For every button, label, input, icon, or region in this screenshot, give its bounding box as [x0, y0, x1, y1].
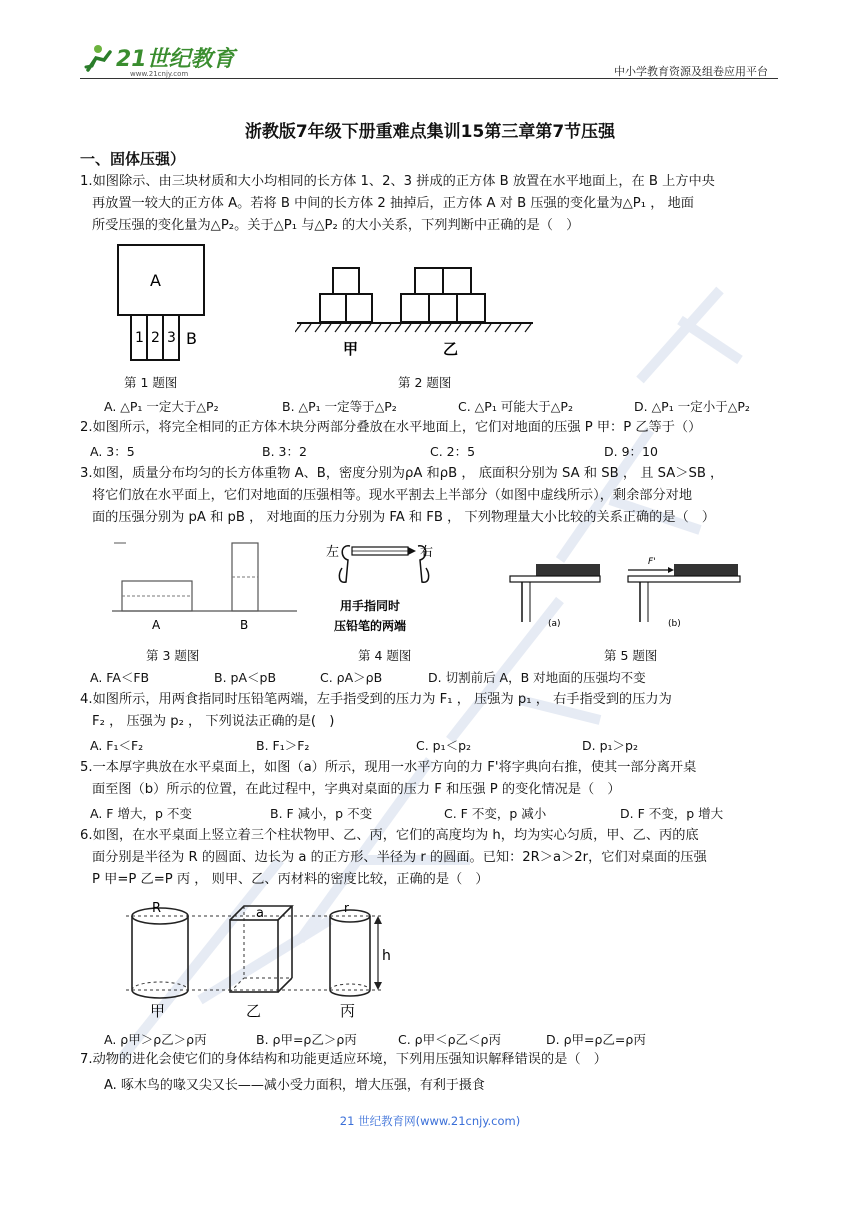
fig6-label-a: a: [256, 906, 264, 921]
q4-line-2: F₂ ， 压强为 p₂ ， 下列说法正确的是( ): [92, 714, 335, 729]
figure-5: [508, 552, 748, 632]
logo-url: www.21cnjy.com: [130, 70, 189, 78]
fig5-force-label: F': [648, 557, 656, 567]
q3-option-d[interactable]: D. 切割前后 A，B 对地面的压强均不变: [428, 670, 646, 685]
q1-line-3: 所受压强的变化量为△P₂。关于△P₁ 与△P₂ 的大小关系，下列判断中正确的是（ ）: [92, 218, 580, 233]
q6-option-b[interactable]: B. ρ甲=ρ乙＞ρ丙: [256, 1032, 357, 1047]
q1-line-2: 再放置一较大的正方体 A。若将 B 中间的长方体 2 抽掉后，正方体 A 对 B 压强的变化量为△P₁ ， 地面: [92, 196, 694, 211]
fig1-label-a: A: [150, 271, 161, 290]
q3-option-a[interactable]: A. FA＜FB: [90, 670, 150, 685]
figure-6: [122, 898, 407, 1023]
q7-line: 7.动物的进化会使它们的身体结构和功能更适应环境，下列用压强知识解释错误的是（ ）: [80, 1052, 607, 1067]
fig4-label-left: 左: [326, 545, 340, 560]
q1-option-c[interactable]: C. △P₁ 可能大于△P₂: [458, 399, 573, 414]
platform-label: 中小学教育资源及组卷应用平台: [614, 65, 768, 78]
q1-option-b[interactable]: B. △P₁ 一定等于△P₂: [282, 399, 397, 414]
site-logo: [84, 40, 254, 78]
q6-line-3: P 甲=P 乙=P 丙 ， 则甲、乙、丙材料的密度比较，正确的是（ ）: [92, 872, 489, 887]
figure-2: [295, 262, 535, 357]
fig4-caption: 第 4 题图: [358, 648, 412, 663]
q4-option-d[interactable]: D. p₁＞p₂: [582, 738, 638, 753]
logo-text: 21世纪教育: [116, 47, 235, 72]
footer-link[interactable]: 21 世纪教育网(www.21cnjy.com): [339, 1114, 521, 1128]
fig4-caption-1: 用手指同时: [340, 599, 401, 613]
q5-option-c[interactable]: C. F 不变，p 减小: [444, 806, 547, 821]
fig6-label-R: R: [152, 901, 162, 916]
fig4-caption-2: 压铅笔的两端: [334, 619, 407, 633]
fig4-label-right: 右: [420, 545, 434, 560]
figure-4: [320, 538, 440, 638]
fig2-label-yi: 乙: [443, 340, 459, 357]
figure-1: [110, 240, 220, 365]
q4-line-1: 4.如图所示，用两食指同时压铅笔两端，左手指受到的压力为 F₁ ， 压强为 p₁ ， 右手指受到的压力为: [80, 692, 672, 707]
fig6-label-yi: 乙: [246, 1002, 262, 1020]
fig6-label-jia: 甲: [150, 1002, 166, 1020]
q3-option-b[interactable]: B. pA＜pB: [214, 670, 277, 685]
q3-line-2: 将它们放在水平面上，它们对地面的压强相等。现水平割去上半部分（如图中虚线所示），剩余部分对地: [92, 488, 693, 503]
q6-option-a[interactable]: A. ρ甲＞ρ乙＞ρ丙: [104, 1032, 207, 1047]
q4-option-c[interactable]: C. p₁＜p₂: [416, 738, 472, 753]
q4-option-a[interactable]: A. F₁＜F₂: [90, 738, 144, 753]
q3-line-1: 3.如图，质量分布均匀的长方体重物 A、B，密度分别为ρA 和ρB ， 底面积分别为 SA 和 SB ， 且 SA＞SB ，: [80, 466, 724, 481]
q3-line-3: 面的压强分别为 pA 和 pB ， 对地面的压力分别为 FA 和 FB ， 下列物理量大小比较的关系正确的是（ ）: [92, 510, 716, 525]
fig6-label-bing: 丙: [340, 1002, 356, 1020]
q3-option-c[interactable]: C. ρA＞ρB: [320, 670, 383, 685]
hand-left-icon: [339, 546, 350, 582]
fig1-num-2: 2: [151, 330, 160, 346]
q2-option-c[interactable]: C. 2：5: [430, 444, 476, 459]
q5-option-a[interactable]: A. F 增大，p 不变: [90, 806, 192, 821]
q7-option-a[interactable]: A. 啄木鸟的喙又尖又长——减小受力面积，增大压强，有利于摄食: [104, 1078, 485, 1093]
fig5-caption: 第 5 题图: [604, 648, 658, 663]
q2-line: 2.如图所示，将完全相同的正方体木块分两部分叠放在水平地面上，它们对地面的压强 P 甲：P 乙等于（）: [80, 420, 702, 435]
fig5-label-b: (b): [668, 619, 681, 629]
q5-option-d[interactable]: D. F 不变，p 增大: [620, 806, 724, 821]
q1-option-a[interactable]: A. △P₁ 一定大于△P₂: [104, 399, 219, 414]
fig1-label-b: B: [186, 329, 197, 348]
q5-line-1: 5.一本厚字典放在水平桌面上，如图（a）所示，现用一水平方向的力 F'将字典向右推，使其一部分离开桌: [80, 760, 697, 775]
fig5-label-a: (a): [548, 619, 561, 629]
q5-option-b[interactable]: B. F 减小，p 不变: [270, 806, 373, 821]
q1-line-1: 1.如图除示、由三块材质和大小均相同的长方体 1、2、3 拼成的正方体 B 放置在水平地面上，在 B 上方中央: [80, 174, 715, 189]
fig3-caption: 第 3 题图: [146, 648, 200, 663]
q4-option-b[interactable]: B. F₁＞F₂: [256, 738, 310, 753]
q6-line-2: 面分别是半径为 R 的圆面、边长为 a 的正方形、半径为 r 的圆面。已知：2R＞a＞2r，它们对桌面的压强: [92, 850, 707, 865]
q5-line-2: 面至图（b）所示的位置，在此过程中，字典对桌面的压力 F 和压强 P 的变化情况是（ ）: [92, 782, 621, 797]
fig1-num-1: 1: [135, 330, 144, 346]
fig6-label-r: r: [344, 901, 349, 915]
q1-option-d[interactable]: D. △P₁ 一定小于△P₂: [634, 399, 750, 414]
section-heading: 一、固体压强）: [80, 150, 186, 168]
fig2-caption: 第 2 题图: [398, 375, 452, 390]
q6-option-c[interactable]: C. ρ甲＜ρ乙＜ρ丙: [398, 1032, 501, 1047]
q6-option-d[interactable]: D. ρ甲=ρ乙=ρ丙: [546, 1032, 646, 1047]
page-title: 浙教版7年级下册重难点集训15第三章第7节压强: [244, 122, 616, 142]
runner-icon: [86, 45, 110, 70]
q2-option-a[interactable]: A. 3：5: [90, 444, 135, 459]
fig6-label-h: h: [382, 948, 391, 964]
fig2-label-jia: 甲: [343, 340, 359, 357]
fig3-label-a: A: [152, 618, 161, 632]
fig1-num-3: 3: [167, 330, 176, 346]
q6-line-1: 6.如图，在水平桌面上竖立着三个柱状物甲、乙、丙，它们的高度均为 h，均为实心匀质，甲、乙、丙的底: [80, 828, 699, 843]
q2-option-d[interactable]: D. 9：10: [604, 444, 658, 459]
header-divider: [80, 78, 778, 79]
q2-option-b[interactable]: B. 3：2: [262, 444, 307, 459]
figure-3: [112, 535, 297, 635]
fig1-caption: 第 1 题图: [124, 375, 178, 390]
fig3-label-b: B: [240, 618, 249, 632]
